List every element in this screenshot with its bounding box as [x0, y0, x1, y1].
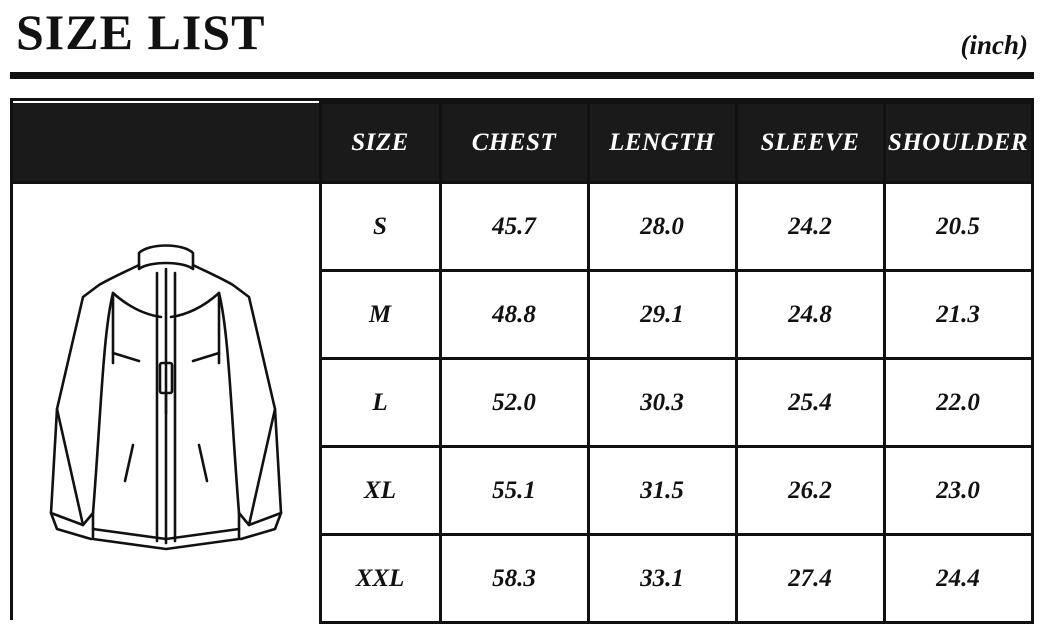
cell-shoulder: 23.0: [884, 447, 1032, 535]
illustration-header-cell: [13, 103, 320, 183]
cell-sleeve: 26.2: [736, 447, 884, 535]
table-row: [13, 183, 1032, 271]
column-header-sleeve: SLEEVE: [736, 103, 884, 183]
page-header: [0, 0, 1044, 82]
column-header-shoulder: SHOULDER: [884, 103, 1032, 183]
cell-sleeve: 24.2: [736, 183, 884, 271]
cell-chest: 48.8: [440, 271, 588, 359]
cell-length: 29.1: [588, 271, 736, 359]
cell-sleeve: 24.8: [736, 271, 884, 359]
cell-sleeve: 25.4: [736, 359, 884, 447]
jacket-illustration-cell: [13, 183, 320, 623]
cell-size: XL: [320, 447, 440, 535]
cell-size: S: [320, 183, 440, 271]
cell-chest: 58.3: [440, 535, 588, 623]
cell-size: M: [320, 271, 440, 359]
page-title: SIZE LIST: [16, 4, 266, 60]
unit-label: (inch): [960, 30, 1028, 60]
cell-shoulder: 22.0: [884, 359, 1032, 447]
cell-size: L: [320, 359, 440, 447]
size-table: [13, 101, 1034, 624]
cell-length: 28.0: [588, 183, 736, 271]
cell-chest: 52.0: [440, 359, 588, 447]
column-header-chest: CHEST: [440, 103, 588, 183]
cell-size: XXL: [320, 535, 440, 623]
cell-shoulder: 24.4: [884, 535, 1032, 623]
size-table-container: [10, 98, 1034, 620]
cell-chest: 45.7: [440, 183, 588, 271]
cell-shoulder: 20.5: [884, 183, 1032, 271]
cell-length: 33.1: [588, 535, 736, 623]
column-header-length: LENGTH: [588, 103, 736, 183]
cell-length: 31.5: [588, 447, 736, 535]
cell-sleeve: 27.4: [736, 535, 884, 623]
cell-shoulder: 21.3: [884, 271, 1032, 359]
cell-length: 30.3: [588, 359, 736, 447]
table-header: [13, 103, 1032, 183]
table-header-row: [13, 103, 1032, 183]
jacket-illustration: [13, 184, 319, 623]
table-body: [13, 183, 1032, 623]
title-divider: [10, 72, 1034, 79]
cell-chest: 55.1: [440, 447, 588, 535]
column-header-size: SIZE: [320, 103, 440, 183]
